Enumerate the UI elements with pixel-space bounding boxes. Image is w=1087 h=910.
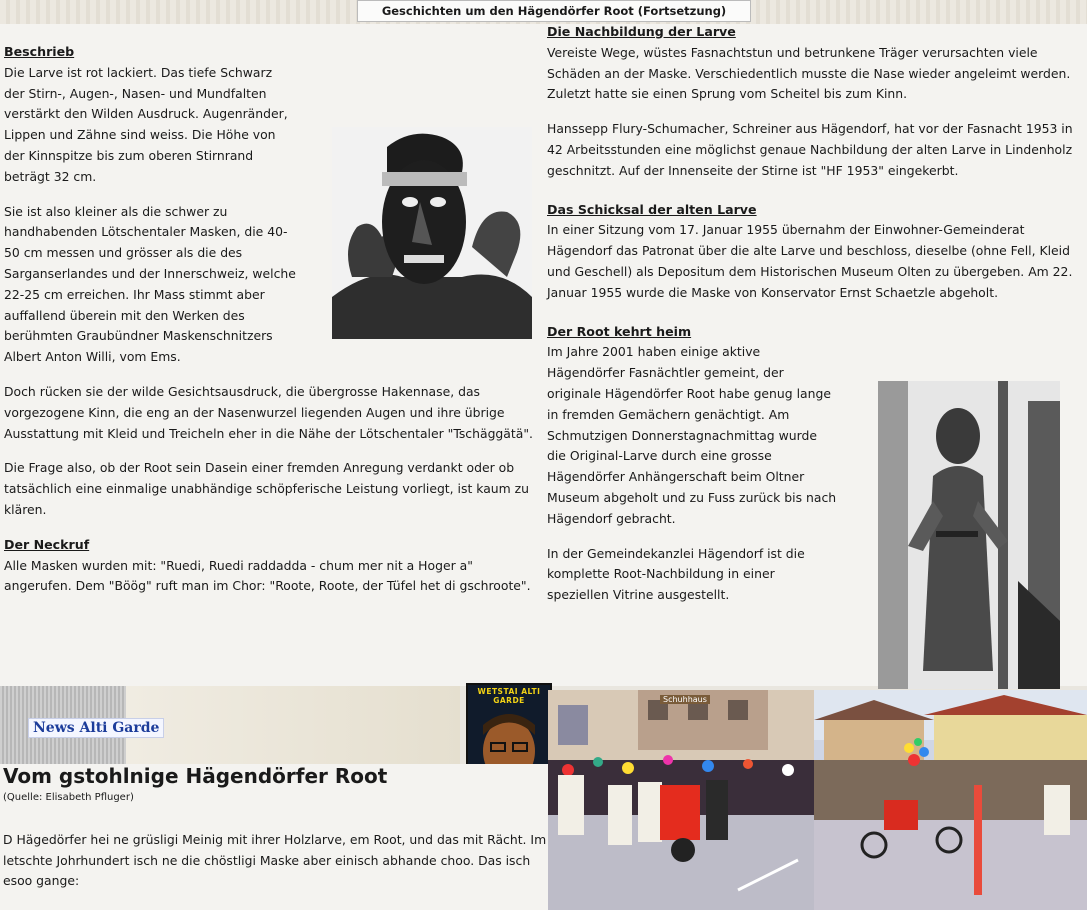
nachbildung-paragraph-1: Vereiste Wege, wüstes Fasnachtstun und betrunkene Träger verursachten viele Schäden an der Maske. Verschiedentlich musste die Nase wieder angeleimt werden. Zuletzt hatte sie einen Sprung vom Scheitel bis zum Kinn.	[547, 44, 1071, 102]
nachbildung-paragraph-2: Hanssepp Flury-Schumacher, Schreiner aus Hägendorf, hat vor der Fasnacht 1953 in 42 Arbeitsstunden eine möglichst genaue Nachbildung der alten Larve in Lindenholz geschnitzt. Auf der Innenseite der Stirne ist "HF 1953" eingekerbt.	[547, 121, 1073, 178]
article-intro: D Hägedörfer hei ne grüsligi Meinig mit ihrer Holzlarve, em Root, und das mit Rächt. Im letschte Johrhundert isch ne die chöstligi Maske aber einisch abhande choo. Das isch esoo gange:	[3, 832, 547, 888]
beschrieb-paragraph-3: Doch rücken sie der wilde Gesichtsausdruck, die übergrosse Hakennase, das vorgezogene Kinn, die eng an der Nasenwurzel liegenden Augen und ihre übrige Ausstattung mit Kleid und Treicheln eher in die Nähe der Lötschentaler "Tschäggätä".	[4, 383, 533, 441]
carnival-parade-photo-2	[814, 690, 1087, 910]
costume-display-photo	[878, 381, 1060, 689]
neckruf-heading: Der Neckruf	[4, 536, 90, 552]
beschrieb-paragraph-4: Die Frage also, ob der Root sein Dasein einer fremden Anregung verdankt oder ob tatsächlich eine einmalige unabhändige schöpferische Leistung vorliegt, ist kaum zu klären.	[4, 460, 530, 517]
beschrieb-paragraph-1: Die Larve ist rot lackiert. Das tiefe Schwarz der Stirn-, Augen-, Nasen- und Mundfalten verstärkt den Wilden Ausdruck. Augenränder, Lippen und Zähne sind weiss. Die Höhe von der Kinnspitze bis zum oberen Stirnrand beträgt 32 cm.	[4, 64, 288, 184]
heim-paragraph-1: Im Jahre 2001 haben einige aktive Hägendörfer Fasnächtler gemeint, der originale Hägendörfer Root habe genug lange in fremden Gemächern genächtigt. Am Schmutzigen Donnerstagnachmittag wurde die Original-Larve durch eine grosse Hägendörfer Anhängerschaft beim Oltner Museum abgeholt und zu Fuss zurück bis nach Hägendorf gebracht.	[547, 344, 837, 526]
badge-text: WETSTAI ALTI GARDE	[477, 687, 541, 705]
schicksal-paragraph: In einer Sitzung vom 17. Januar 1955 übernahm der Einwohner-Gemeinderat Hägendorf das Patronat über die alte Larve und beschloss, dieselbe (ohne Fell, Kleid und Geschell) als Depositum dem Historischen Museum Olten zu übergeben. Am 22. Januar 1955 wurde die Maske von Konservator Ernst Schaetzle abgeholt.	[547, 222, 1073, 300]
beschrieb-paragraph-2: Sie ist also kleiner als die schwer zu handhabenden Lötschentaler Masken, die 40-50 cm messen und grösser als die des Sarganserlandes und der Innerschweiz, welche 22-25 cm erreichen. Ihr Mass stimmt aber auffallend überein mit den Werken des berühmten Graubündner Maskenschnitzers Albert Anton Willi, vom Ems.	[4, 203, 296, 365]
carnival-parade-photo-1	[548, 690, 814, 910]
heim-heading: Der Root kehrt heim	[547, 323, 692, 339]
article-headline: Vom gstohlnige Hägendörfer Root	[3, 764, 388, 788]
mask-photo	[332, 127, 532, 339]
page-title: Geschichten um den Hägendörfer Root (Fortsetzung)	[357, 0, 751, 22]
article-source: (Quelle: Elisabeth Pfluger)	[3, 792, 134, 803]
schicksal-heading: Das Schicksal der alten Larve	[547, 201, 757, 217]
news-alti-garde-label: News Alti Garde	[28, 718, 164, 738]
heim-paragraph-2: In der Gemeindekanzlei Hägendorf ist die komplette Root-Nachbildung in einer speziellen Vitrine ausgestellt.	[547, 545, 805, 603]
shop-sign: Schuhhaus	[660, 695, 710, 704]
nachbildung-heading: Die Nachbildung der Larve	[547, 24, 736, 39]
news-beige-strip	[126, 686, 460, 764]
beschrieb-heading: Beschrieb	[4, 44, 75, 59]
neckruf-paragraph: Alle Masken wurden mit: "Ruedi, Ruedi raddadda - chum mer nit a Hoger a" angerufen. Dem "Böög" ruft man im Chor: "Roote, Roote, der Tüfel het di gschroote".	[4, 557, 531, 594]
